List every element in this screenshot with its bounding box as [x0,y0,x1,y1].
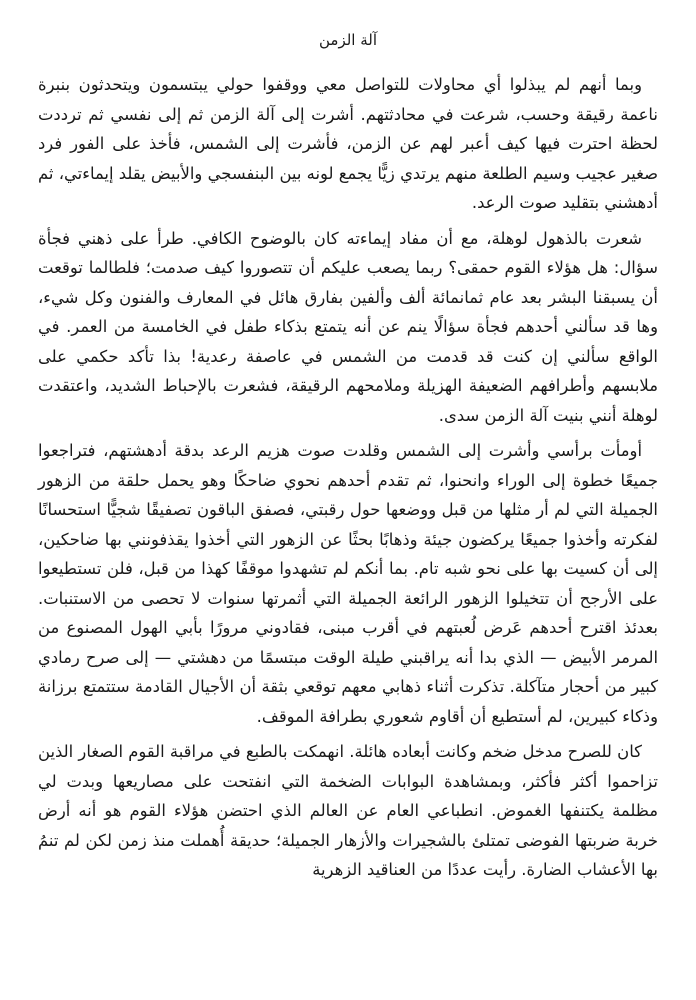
paragraph-3: أومأت برأسي وأشرت إلى الشمس وقلدت صوت هزيم الرعد بدقة أدهشتهم، فتراجعوا جميعًا خطوة إلى الوراء وانحنوا، ثم تقدم أحدهم نحوي ضاحكًا وهو يحمل حلقة من الزهور الجميلة التي لم أر مثلها من قبل ووضعها حول رقبتي، فصفق الباقون تصفيقًا شجيًّا استحسانًا لفكرته وأخذوا جميعًا يركضون جيئة وذهابًا بحثًا عن الزهور التي أخذوا يقذفونني بها ضاحكين، إلى أن كسيت بها على نحو شبه تام. بما أنكم لم تشهدوا موقفًا كهذا من قبل، فلن تستطيعوا على الأرجح أن تتخيلوا الزهور الرائعة الجميلة التي أثمرتها سنوات لا تحصى من الاستنبات. بعدئذ اقترح أحدهم عَرض لُعبتهم في أقرب مبنى، فقادوني مرورًا بأبي الهول المصنوع من المرمر الأبيض — الذي بدا أنه يراقبني طيلة الوقت مبتسمًا من دهشتي — إلى صرح رمادي كبير من أحجار متآكلة. تذكرت أثناء ذهابي معهم توقعي بثقة أن الأجيال القادمة ستتمتع برزانة وذكاء كبيرين، لم أستطيع أن أقاوم شعوري بطرافة الموقف. [38,441,658,726]
paragraph-1: وبما أنهم لم يبذلوا أي محاولات للتواصل معي ووقفوا حولي يبتسمون ويتحدثون بنبرة ناعمة رقيقة وحسب، شرعت في محادثتهم. أشرت إلى آلة الزمن ثم إلى نفسي ثم ترددت لحظة احترت فيها كيف أعبر لهم عن الزمن، فأشرت إلى الشمس، فأخذ على الفور فرد صغير عجيب وسيم الطلعة منهم يرتدي زيًّا يجمع لونه بين البنفسجي والأبيض يقلد إيماءتي، ثم أدهشني بتقليد صوت الرعد. [38,75,658,212]
book-page [38,30,658,885]
paragraph-2: شعرت بالذهول لوهلة، مع أن مفاد إيماءته كان بالوضوح الكافي. طرأ على ذهني فجأة سؤال: هل هؤلاء القوم حمقى؟ ربما يصعب عليكم أن تتصوروا كيف صدمت؛ فلطالما توقعت أن يسبقنا البشر بعد عام ثمانمائة ألف وألفين بفارق هائل في المعارف والفنون وكل شيء، وها قد سألني أحدهم فجأة سؤالًا ينم عن أنه يتمتع بذكاء طفل في الخامسة من العمر. في الواقع سألني إن كنت قد قدمت من الشمس في عاصفة رعدية! بذا تأكد حكمي على ملابسهم وأطرافهم الضعيفة الهزيلة وملامحهم الرقيقة، فشعرت بالإحباط الشديد، واعتقدت لوهلة أنني بنيت آلة الزمن سدى. [38,228,658,425]
running-head: آلة الزمن [318,31,377,49]
paragraph-4: كان للصرح مدخل ضخم وكانت أبعاده هائلة. انهمكت بالطبع في مراقبة القوم الصغار الذين تزاحموا أكثر فأكثر، وبمشاهدة البوابات الضخمة التي انفتحت على مصاريعها وبدت لي مظلمة يكتنفها الغموض. انطباعي العام عن العالم الذي احتضن هؤلاء القوم هو أنه أرض خربة ضربتها الفوضى تمتلئ بالشجيرات والأزهار الجميلة؛ حديقة أُهملت منذ زمن لكن لم تنمُ بها الأعشاب الضارة. رأيت عددًا من العناقيد الزهرية [38,742,658,879]
